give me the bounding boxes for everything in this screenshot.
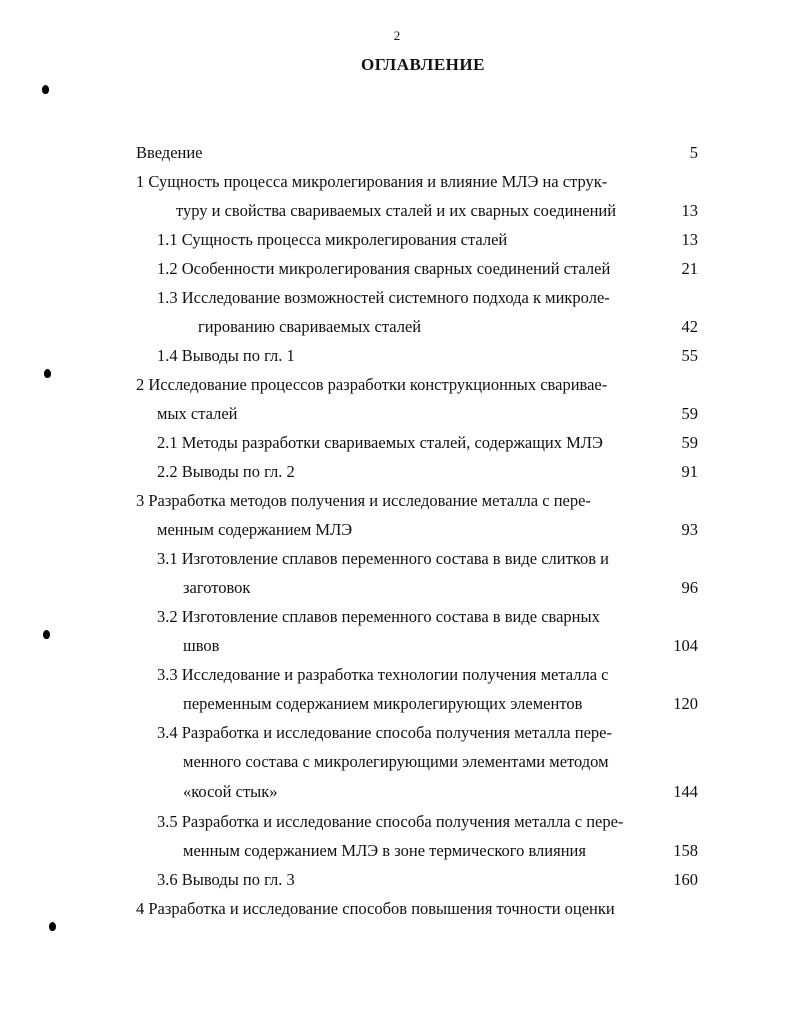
toc-entry-3-5-cont: менным содержанием МЛЭ в зоне термического влияния [183,841,586,860]
binding-hole-mark [49,922,56,931]
toc-entry-1-2: 1.2 Особенности микролегирования сварных соединений сталей [157,259,611,278]
toc-entry-3-2: 3.2 Изготовление сплавов переменного состава в виде сварных [157,607,600,626]
toc-page-1-4: 55 [681,346,698,365]
toc-entry-1-3-cont: гированию свариваемых сталей [198,317,422,336]
toc-entry-3-3-cont: переменным содержанием микролегирующих элементов [183,694,583,713]
toc-page-3-4: 144 [673,782,698,801]
toc-page-ch2: 59 [681,404,698,423]
toc-entry-1-3: 1.3 Исследование возможностей системного подхода к микроле- [157,288,610,307]
toc-page-2-1: 59 [681,433,698,452]
toc-page-3-1: 96 [681,578,698,597]
toc-page-1-2: 21 [681,259,698,278]
toc-entry-3-4-cont2: «косой стык» [183,782,278,801]
toc-entry-3-1: 3.1 Изготовление сплавов переменного состава в виде слитков и [157,549,609,568]
toc-entry-ch2: 2 Исследование процессов разработки конструкционных сваривае- [136,375,608,394]
toc-page-3-5: 158 [673,841,698,860]
toc-entry-2-1: 2.1 Методы разработки свариваемых сталей, содержащих МЛЭ [157,433,603,452]
toc-entry-2-2: 2.2 Выводы по гл. 2 [157,462,295,481]
toc-page-2-2: 91 [681,462,698,481]
toc-entry-intro: Введение [136,143,203,162]
toc-entry-1-4: 1.4 Выводы по гл. 1 [157,346,295,365]
toc-entry-3-3: 3.3 Исследование и разработка технологии получения металла с [157,665,609,684]
toc-entry-3-2-cont: швов [183,636,220,655]
toc-entry-ch3-cont: менным содержанием МЛЭ [157,520,353,539]
toc-entry-3-4: 3.4 Разработка и исследование способа получения металла пере- [157,723,612,742]
toc-page-ch1: 13 [681,201,698,220]
toc-page-3-2: 104 [673,636,698,655]
toc-entry-3-6: 3.6 Выводы по гл. 3 [157,870,295,889]
toc-page-3-3: 120 [673,694,698,713]
toc-entry-3-5: 3.5 Разработка и исследование способа получения металла с пере- [157,812,624,831]
toc-entry-1-1: 1.1 Сущность процесса микролегирования сталей [157,230,508,249]
page-title: ОГЛАВЛЕНИЕ [361,55,485,74]
toc-entry-3-1-cont: заготовок [183,578,251,597]
toc-entry-3-4-cont: менного состава с микролегирующими элементами методом [183,752,609,771]
toc-page-intro: 5 [689,143,698,162]
binding-hole-mark [44,369,51,378]
toc-entry-ch1-cont: туру и свойства свариваемых сталей и их сварных соединений [176,201,617,220]
toc-entry-ch3: 3 Разработка методов получения и исследование металла с пере- [136,491,591,510]
toc-entry-ch2-cont: мых сталей [157,404,238,423]
toc-page-1-1: 13 [681,230,698,249]
binding-hole-mark [43,630,50,639]
toc-page-ch3: 93 [681,520,698,539]
toc-page-3-6: 160 [673,870,698,889]
page-number: 2 [393,28,401,43]
binding-hole-mark [42,85,49,94]
toc-page-1-3: 42 [681,317,698,336]
toc-entry-ch1: 1 Сущность процесса микролегирования и влияние МЛЭ на струк- [136,172,608,191]
toc-entry-ch4: 4 Разработка и исследование способов повышения точности оценки [136,899,615,918]
